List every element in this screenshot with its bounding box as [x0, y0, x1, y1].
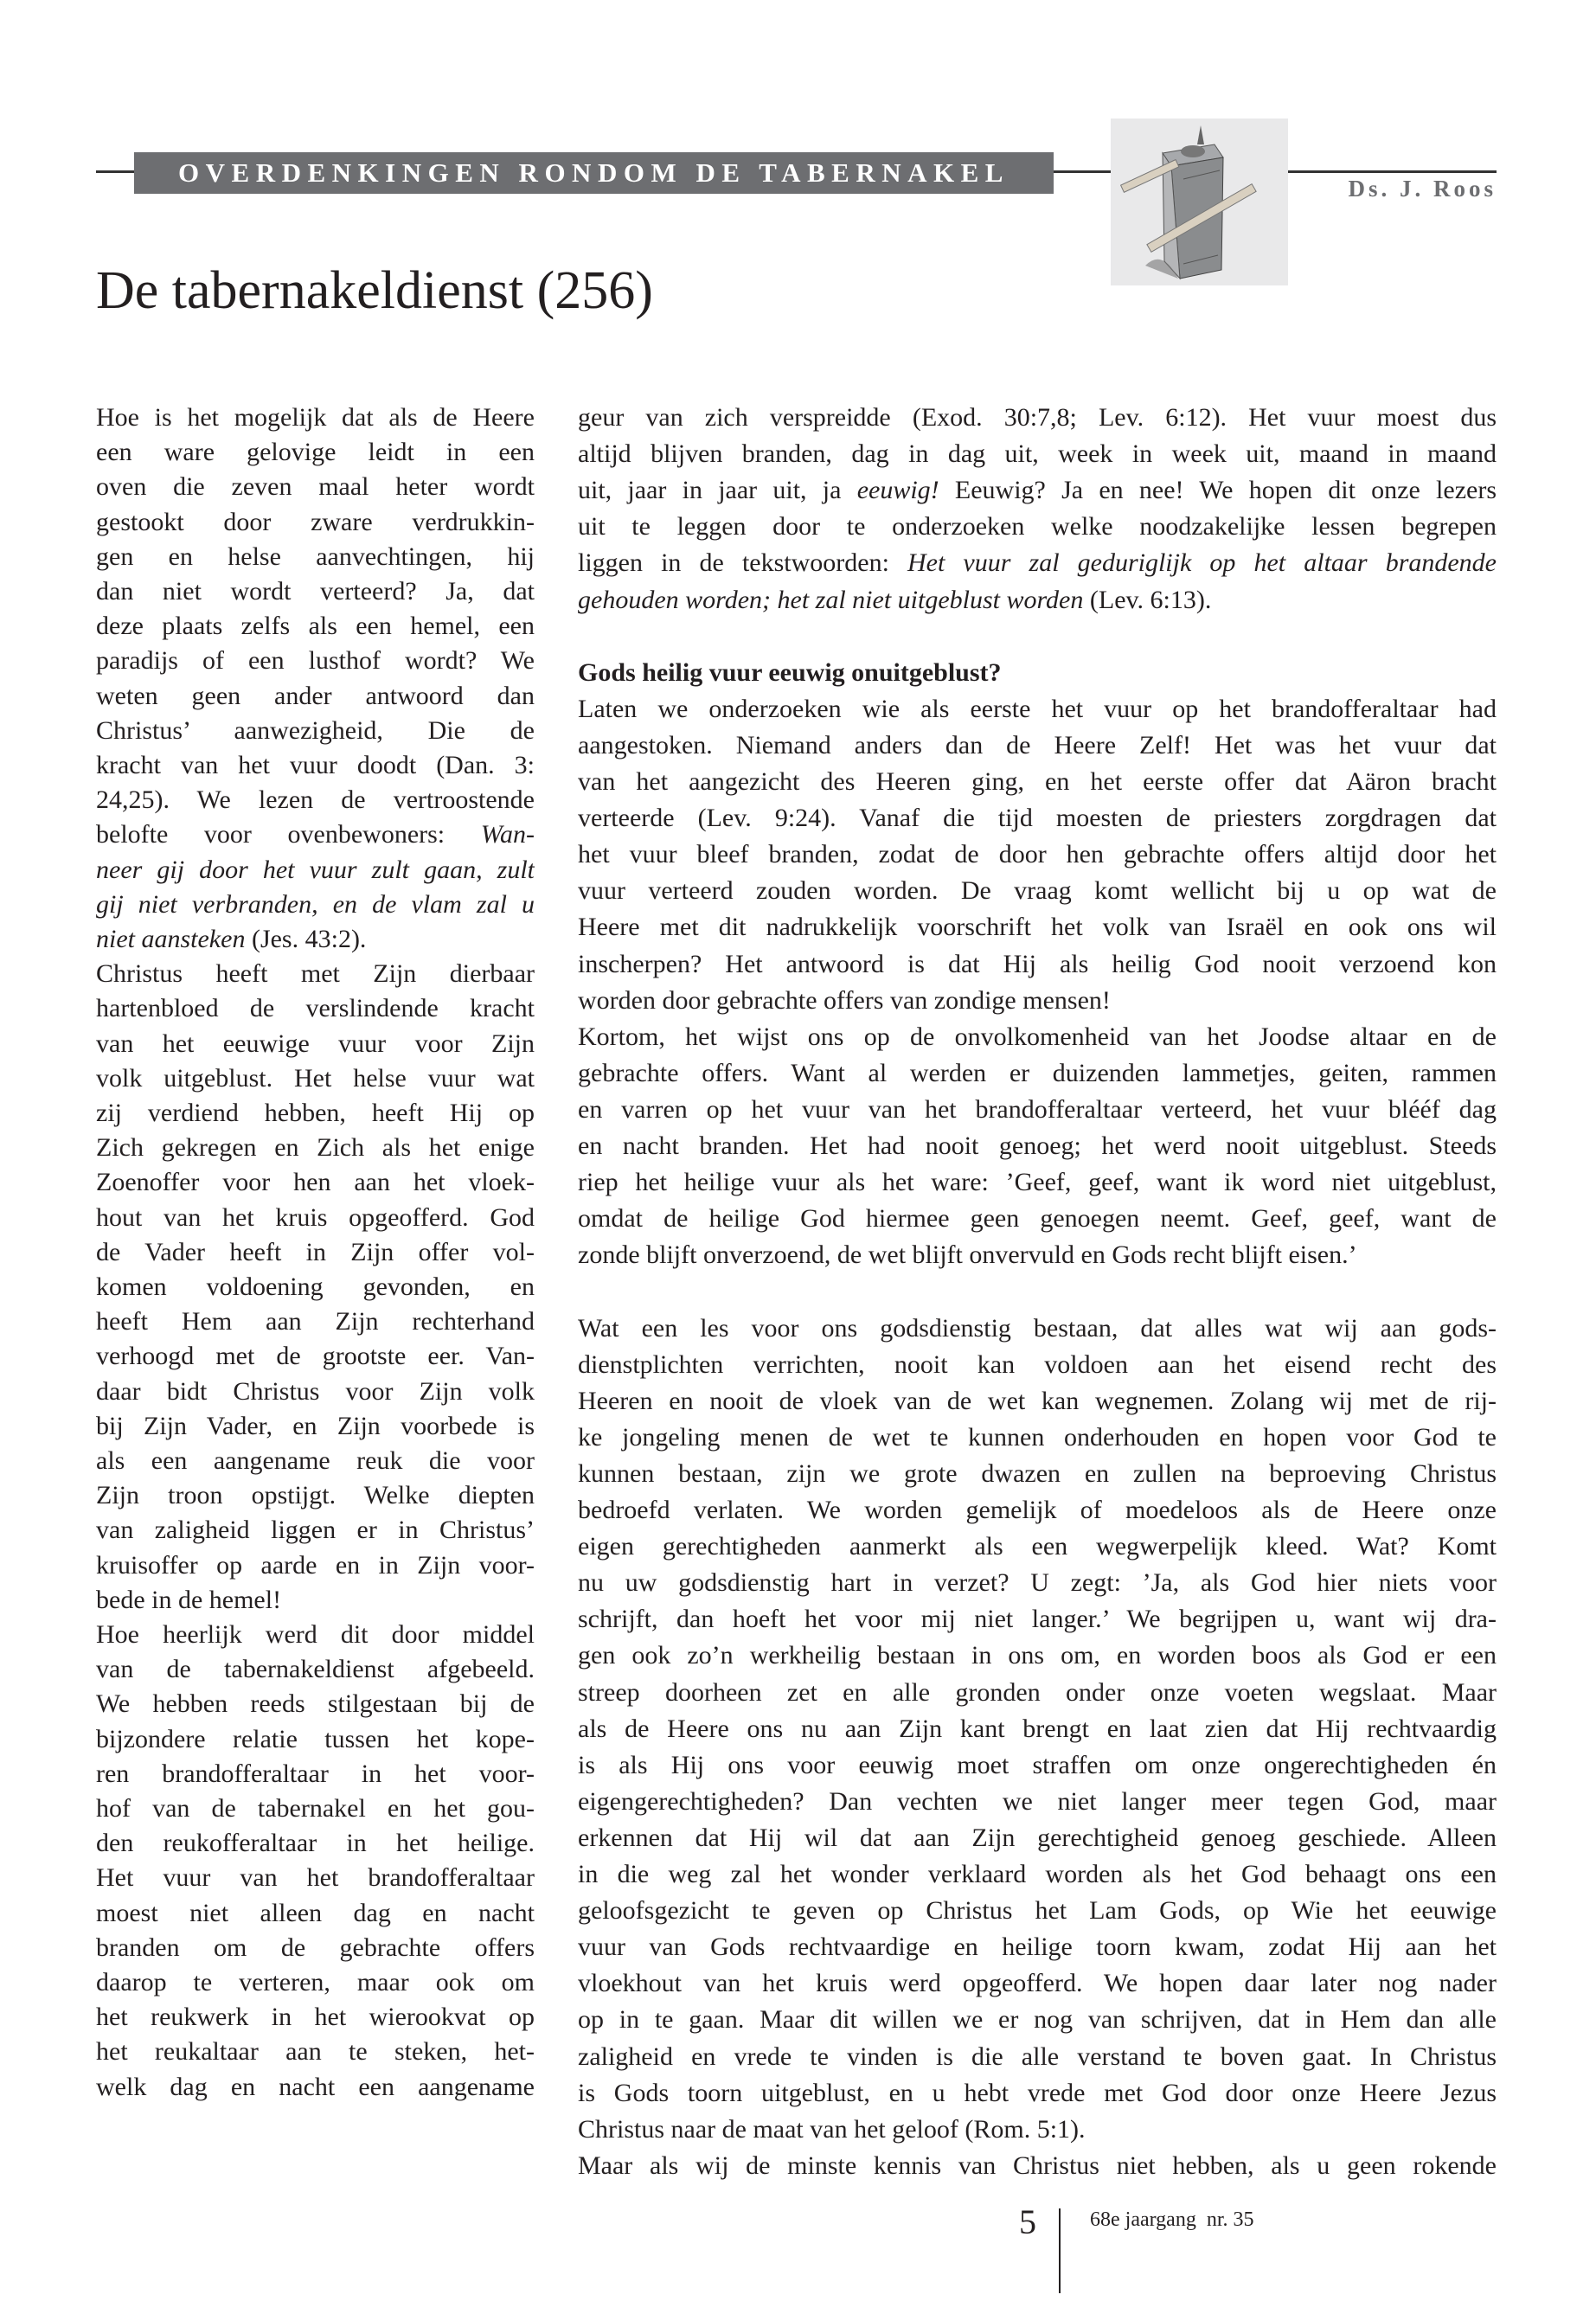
text-line — [96, 1409, 535, 1444]
text-line — [96, 1965, 535, 2000]
text-line — [578, 1601, 1497, 1638]
text-span: eigengerechtigheden? Dan vechten we niet langer meer tegen God, maar — [578, 1786, 1497, 1816]
text-line — [578, 983, 1497, 1019]
text-line — [96, 957, 535, 991]
text-line — [96, 922, 535, 957]
text-line — [96, 1652, 535, 1687]
text-line — [96, 1826, 535, 1861]
text-span: altijd blijven branden, dag in dag uit, week in week uit, maand in maand — [578, 439, 1497, 469]
text-span: de Vader heeft in Zijn offer vol- — [96, 1237, 535, 1266]
text-line — [96, 1270, 535, 1304]
text-span: zonde blijft onverzoend, de wet blijft onvervuld en Gods recht blijft eisen.’ — [578, 1240, 1357, 1270]
text-span: van de tabernakeldienst afgebeeld. — [96, 1655, 535, 1684]
text-span: aangestoken. Niemand anders dan de Heere Zelf! Het was het vuur dat — [578, 730, 1497, 760]
text-span: zij verdiend hebben, heeft Hij op — [96, 1099, 535, 1127]
text-span: en varren op het vuur van het brandofferaltaar verteerd, het vuur blééf dag — [578, 1094, 1497, 1124]
text-span: bijzondere relatie tussen het kope- — [96, 1724, 535, 1753]
text-line — [96, 2035, 535, 2069]
text-line — [578, 1747, 1497, 1784]
text-line — [578, 1784, 1497, 1820]
text-span: ke jongeling menen de wet te kunnen onderhouden en hopen voor God te — [578, 1422, 1497, 1452]
text-span: branden om de gebrachte offers — [96, 1932, 535, 1962]
text-span: bede in de hemel! — [96, 1585, 282, 1614]
text-span: worden door gebrachte offers van zondige mensen! — [578, 985, 1111, 1015]
text-span: bedroefd verlaten. We worden gemelijk of moedeloos als de Heere onze — [578, 1496, 1497, 1524]
text-span: dienstplichten verrichten, nooit kan voldoen aan het eisend recht des — [578, 1349, 1497, 1379]
text-line — [578, 1893, 1497, 1929]
text-span: Zoenoffer voor hen aan het vloek- — [96, 1168, 535, 1197]
text-line — [578, 436, 1497, 472]
text-line — [578, 2148, 1497, 2184]
text-span: heeft Hem aan Zijn rechterhand — [96, 1307, 535, 1336]
text-line — [578, 1820, 1497, 1856]
text-line — [578, 1019, 1497, 1055]
text-span: vuur van Gods rechtvaardige en heilige toorn kwam, zodat Hij aan het — [578, 1932, 1497, 1962]
text-span: We hebben reeds stilgestaan bij de — [96, 1689, 535, 1719]
header-rule-right — [1288, 170, 1497, 173]
text-span: het reukaltaar aan te steken, het- — [96, 2037, 535, 2067]
text-line — [96, 505, 535, 540]
text-span: daar bidt Christus voor Zijn volk — [96, 1376, 535, 1406]
text-line — [96, 1201, 535, 1235]
text-span: hout van het kruis opgeofferd. God — [96, 1202, 535, 1232]
text-span: kracht van het vuur doodt (Dan. 3: — [96, 751, 535, 779]
text-line — [96, 817, 535, 852]
text-line — [578, 2039, 1497, 2075]
text-line — [578, 1711, 1497, 1747]
text-line — [96, 1513, 535, 1548]
text-span: het vuur bleef branden, zodat de door hen gebrachte offers altijd door het — [578, 840, 1497, 869]
text-line — [578, 1273, 1497, 1310]
text-span: Maar als wij de minste kennis van Christus niet hebben, als u geen rokende — [578, 2150, 1497, 2180]
text-line — [578, 1237, 1497, 1273]
text-line — [578, 1347, 1497, 1383]
text-span: is als Hij ons voor eeuwig moet straffen om onze ongerechtigheden én — [578, 1750, 1497, 1779]
text-line — [96, 401, 535, 435]
text-span: nu uw godsdienstig hart in verzet? U zegt: ’Ja, als God hier niets voor — [578, 1568, 1497, 1598]
text-span: deze plaats zelfs als een hemel, een — [96, 612, 535, 641]
text-line — [578, 1456, 1497, 1492]
text-line — [96, 644, 535, 678]
text-line — [96, 1304, 535, 1339]
text-span: vloekhout van het kruis werd opgeofferd. We hopen daar later nog nader — [578, 1969, 1497, 1998]
text-span: hartenbloed de verslindende kracht — [96, 994, 535, 1023]
italic-text: niet aansteken — [96, 925, 246, 953]
text-line — [578, 2002, 1497, 2038]
text-line — [578, 691, 1497, 727]
text-span: gen ook zo’n werkheilig bestaan in ons om, en worden boos als God er een — [578, 1641, 1497, 1670]
text-span: het reukwerk in het wierookvat op — [96, 2003, 535, 2032]
article-title: De tabernakeldienst (256) — [96, 261, 653, 320]
text-span: weten geen ander antwoord dan — [96, 681, 535, 710]
text-line — [96, 574, 535, 609]
text-line — [96, 1096, 535, 1131]
text-line — [96, 540, 535, 574]
text-line — [578, 2112, 1497, 2148]
author-name: Ds. J. Roos — [1348, 176, 1497, 202]
text-span: Christus naar de maat van het geloof (Rom. 5:1). — [578, 2114, 1086, 2144]
text-line — [578, 800, 1497, 836]
section-heading: Gods heilig vuur eeuwig onuitgeblust? — [578, 657, 1002, 687]
footer-divider — [1059, 2208, 1061, 2293]
text-line — [578, 909, 1497, 945]
text-span: een ware gelovige leidt in een — [96, 438, 535, 467]
text-line — [578, 1383, 1497, 1420]
text-line — [578, 727, 1497, 764]
text-span: Zich gekregen en Zich als het enige — [96, 1133, 535, 1163]
text-line — [578, 400, 1497, 436]
text-span: gebrachte offers. Want al werden er duizenden lammetjes, geiten, rammen — [578, 1058, 1497, 1087]
text-span: als een aangename reuk die voor — [96, 1446, 535, 1475]
text-line — [578, 1856, 1497, 1893]
text-line — [96, 783, 535, 817]
text-span: kunnen bestaan, zijn we grote dwazen en zullen na beproeving Christus — [578, 1458, 1497, 1488]
text-line — [578, 1929, 1497, 1965]
text-line — [96, 1235, 535, 1270]
text-span: van het eeuwige vuur voor Zijn — [96, 1029, 535, 1058]
text-span: geur van zich verspreidde (Exod. 30:7,8; Lev. 6:12). Het vuur moest dus — [578, 403, 1497, 432]
text-span: van het aangezicht des Heeren ging, en het eerste offer dat Aäron bracht — [578, 767, 1497, 796]
italic-text: gehouden worden; het zal niet uitgeblust worden — [578, 585, 1084, 614]
text-span: Laten we onderzoeken wie als eerste het vuur op het brandofferaltaar had — [578, 694, 1497, 723]
text-span: streep doorheen zet en alle gronden onder onze voeten wegslaat. Maar — [578, 1677, 1497, 1707]
text-span: Kortom, het wijst ons op de onvolkomenheid van het Joodse altaar en de — [578, 1022, 1497, 1051]
text-line — [96, 1618, 535, 1652]
text-line — [578, 1529, 1497, 1565]
text-line — [96, 748, 535, 783]
text-span: in die weg zal het wonder verklaard worden als het God behaagt ons een — [578, 1860, 1497, 1888]
italic-text: gij niet verbranden, en de vlam zal u — [96, 889, 535, 919]
text-line — [578, 582, 1497, 619]
text-span: van zaligheid liggen er in Christus’ — [96, 1516, 535, 1545]
text-span: (Jes. 43:2). — [245, 925, 367, 953]
text-line — [578, 472, 1497, 509]
text-span: liggen in de tekstwoorden: — [578, 548, 908, 578]
text-line — [96, 1931, 535, 1965]
text-span: hof van de tabernakel en het gou- — [96, 1794, 535, 1823]
altar-icon — [1111, 119, 1288, 285]
text-line — [96, 1339, 535, 1374]
text-span: riep het heilige vuur als het ware: ’Geef, geef, want ik word niet uitgeblust, — [578, 1168, 1497, 1197]
text-span: verteerde (Lev. 9:24). Vanaf die tijd moesten de priesters zorgdragen dat — [578, 804, 1497, 833]
text-span: daarop te verteren, maar ook om — [96, 1968, 535, 1997]
text-span: den reukofferaltaar in het heilige. — [96, 1829, 535, 1858]
text-line — [96, 1687, 535, 1721]
text-line — [96, 1375, 535, 1409]
series-title-banner: OVERDENKINGEN RONDOM DE TABERNAKEL — [134, 152, 1054, 194]
text-line — [96, 679, 535, 714]
text-line — [578, 619, 1497, 655]
text-line — [96, 1548, 535, 1583]
text-span: en nacht branden. Het had nooit genoeg; het werd nooit uitgeblust. Steeds — [578, 1131, 1497, 1160]
text-span: Christus heeft met Zijn dierbaar — [96, 959, 535, 989]
text-line — [578, 509, 1497, 545]
text-span: oven die zeven maal heter wordt — [96, 472, 535, 502]
text-line — [96, 1478, 535, 1513]
text-span: gen en helse aanvechtingen, hij — [96, 542, 535, 571]
text-span: 24,25). We lezen de vertroostende — [96, 785, 535, 815]
text-span: geloofsgezicht te geven op Christus het Lam Gods, op Wie het eeuwige — [578, 1896, 1497, 1926]
text-span: dan niet wordt verteerd? Ja, dat — [96, 577, 535, 606]
text-span: moest niet alleen dag en nacht — [96, 1898, 535, 1927]
text-line — [578, 2075, 1497, 2112]
text-span: zaligheid en vrede te vinden is die alle verstand te boven gaat. In Christus — [578, 2041, 1497, 2071]
text-line — [578, 1128, 1497, 1164]
text-span: ren brandofferaltaar in het voor- — [96, 1759, 535, 1788]
text-line — [578, 1675, 1497, 1711]
text-line — [96, 2070, 535, 2105]
text-span: uit te leggen door te onderzoeken welke noodzakelijke lessen begrepen — [578, 512, 1497, 542]
text-span: volk uitgeblust. Het helse vuur wat — [96, 1063, 535, 1093]
text-span: Hoe is het mogelijk dat als de Heere — [96, 403, 535, 432]
text-line — [96, 888, 535, 922]
text-span: Christus’ aanwezigheid, Die de — [96, 715, 535, 745]
text-line — [96, 470, 535, 504]
text-span: verhoogd met de grootste eer. Van- — [96, 1342, 535, 1371]
text-line — [578, 1638, 1497, 1674]
text-span: belofte voor ovenbewoners: — [96, 820, 481, 849]
page-number: 5 — [1019, 2202, 1036, 2241]
text-line — [578, 655, 1497, 691]
text-span: Wat een les voor ons godsdienstig bestaan, dat alles wat wij aan gods- — [578, 1313, 1497, 1343]
text-line — [578, 1201, 1497, 1237]
text-line — [578, 545, 1497, 581]
italic-text: neer gij door het vuur zult gaan, zult — [96, 855, 535, 884]
text-line — [96, 1791, 535, 1826]
text-line — [578, 1092, 1497, 1128]
text-span: uit, jaar in jaar uit, ja — [578, 476, 857, 505]
issue-info: 68e jaargang nr. 35 — [1090, 2208, 1254, 2231]
altar-illustration — [1111, 119, 1288, 285]
text-span: Heeren en nooit de vloek van de wet kan wegnemen. Zolang wij met de rij- — [578, 1386, 1497, 1415]
text-line — [578, 1492, 1497, 1529]
italic-text: Wan- — [480, 820, 535, 849]
text-span: Heere met dit nadrukkelijk voorschrift het volk van Israël en ook ons wil — [578, 913, 1497, 942]
text-line — [578, 1164, 1497, 1201]
text-line — [578, 946, 1497, 983]
text-span: is Gods toorn uitgeblust, en u hebt vrede met God door onze Heere Jezus — [578, 2078, 1497, 2107]
text-span: inscherpen? Het antwoord is dat Hij als heilig God nooit verzoend kon — [578, 949, 1497, 978]
text-line — [96, 1861, 535, 1895]
text-line — [578, 764, 1497, 800]
text-span: vuur verteerd zouden worden. De vraag komt wellicht bij u op wat de — [578, 876, 1497, 906]
text-span: gestookt door zware verdrukkin- — [96, 507, 535, 536]
text-line — [578, 873, 1497, 909]
text-span: op in te gaan. Maar dit willen we er nog van schrijven, dat in Hem dan alle — [578, 2005, 1497, 2035]
text-span: welk dag en nacht een aangename — [96, 2072, 535, 2101]
text-line — [578, 1420, 1497, 1456]
italic-text: Het vuur zal geduriglijk op het altaar brandende — [907, 548, 1497, 578]
text-line — [96, 435, 535, 470]
text-span: omdat de heilige God hiermee geen genoegen neemt. Geef, geef, want de — [578, 1204, 1497, 1234]
text-line — [96, 609, 535, 644]
text-span: schrijft, dan hoeft het voor mij niet langer.’ We begrijpen u, want wij dra- — [578, 1605, 1497, 1634]
text-span: (Lev. 6:13). — [1083, 585, 1212, 614]
text-line — [96, 1131, 535, 1165]
text-span: kruisoffer op aarde en in Zijn voor- — [96, 1550, 535, 1580]
text-line — [96, 1165, 535, 1200]
text-line — [96, 1027, 535, 1061]
text-line — [578, 1565, 1497, 1601]
italic-text: eeuwig! — [856, 476, 939, 505]
text-span: Het vuur van het brandofferaltaar — [96, 1863, 535, 1893]
text-line — [578, 1965, 1497, 2002]
text-span: bij Zijn Vader, en Zijn voorbede is — [96, 1411, 535, 1440]
text-line — [96, 991, 535, 1026]
text-span: komen voldoening gevonden, en — [96, 1272, 535, 1301]
text-line — [96, 1444, 535, 1478]
text-line — [96, 1896, 535, 1931]
text-line — [96, 1757, 535, 1791]
text-line — [578, 1055, 1497, 1092]
text-span: paradijs of een lusthof wordt? We — [96, 646, 535, 676]
text-line — [96, 1722, 535, 1757]
text-span: erkennen dat Hij wil dat aan Zijn gerechtigheid genoeg geschiede. Alleen — [578, 1823, 1497, 1852]
text-line — [96, 1061, 535, 1096]
text-span: Hoe heerlijk werd dit door middel — [96, 1620, 535, 1649]
text-line — [96, 853, 535, 888]
text-line — [96, 714, 535, 748]
text-span: Zijn troon opstijgt. Welke diepten — [96, 1481, 535, 1510]
text-line — [96, 2000, 535, 2035]
text-line — [578, 836, 1497, 873]
text-span: eigen gerechtigheden aanmerkt als een wegwerpelijk kleed. Wat? Komt — [578, 1532, 1497, 1561]
text-line — [578, 1311, 1497, 1347]
text-span: als de Heere ons nu aan Zijn kant brengt en laat zien dat Hij rechtvaardig — [578, 1714, 1497, 1743]
text-line — [96, 1583, 535, 1618]
text-span: Eeuwig? Ja en nee! We hopen dit onze lezers — [939, 476, 1497, 505]
